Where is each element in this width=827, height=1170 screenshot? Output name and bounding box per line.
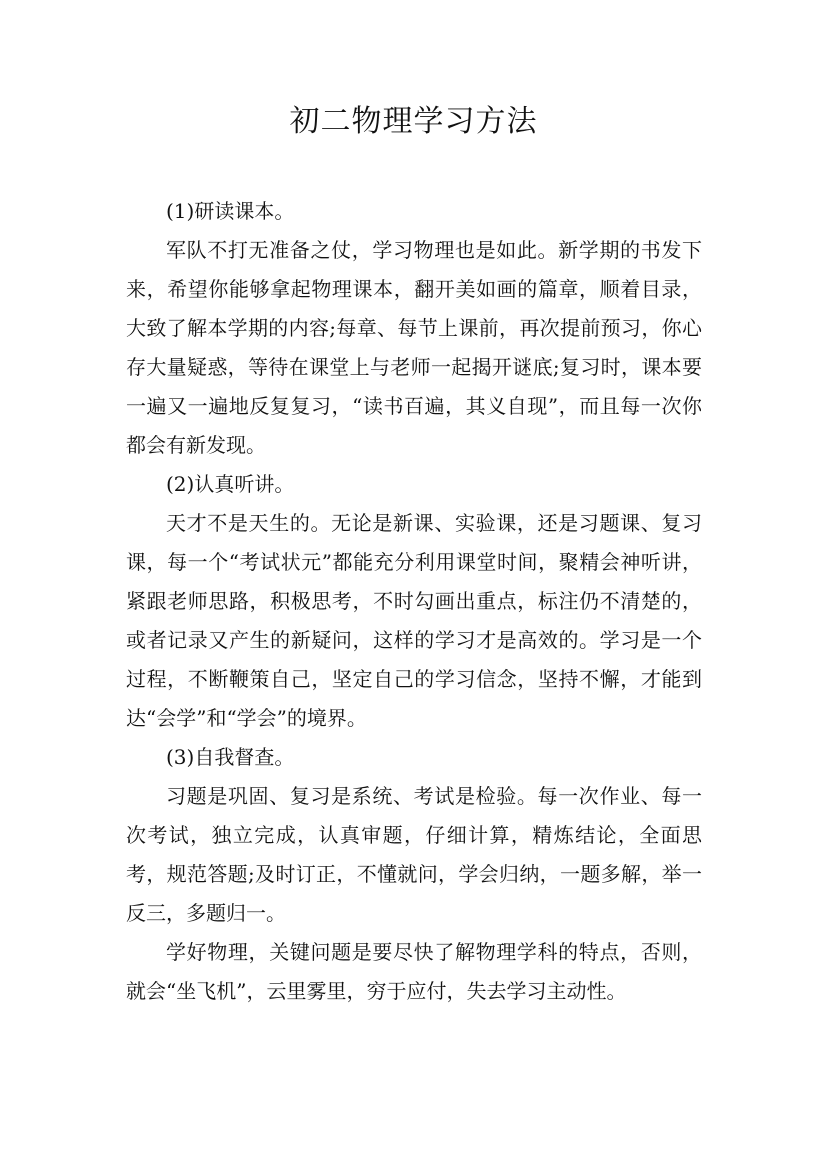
paragraph-study-textbook: 军队不打无准备之仗，学习物理也是如此。新学期的书发下来，希望你能够拿起物理课本，翻开美如画的篇章，顺着目录，大致了解本学期的内容;每章、每节上课前，再次提前预习，你心存大量疑惑，等待在课堂上与老师一起揭开谜底;复习时，课本要一遍又一遍地反复复习，“读书百遍，其义自现”，而且每一次你都会有新发现。: [126, 238, 702, 457]
section-heading-3: (3)自我督查。: [166, 745, 295, 769]
document-body: [126, 192, 702, 1011]
section-heading-2: (2)认真听讲。: [166, 472, 295, 496]
section-heading-1: (1)研读课本。: [166, 199, 295, 223]
paragraph-conclusion: 学好物理，关键问题是要尽快了解物理学科的特点，否则，就会“坐飞机”，云里雾里，穷于应付，失去学习主动性。: [126, 940, 702, 1003]
document-title: 初二物理学习方法: [289, 104, 538, 139]
paragraph-self-check: 习题是巩固、复习是系统、考试是检验。每一次作业、每一次考试，独立完成，认真审题，仔细计算，精炼结论，全面思考，规范答题;及时订正，不懂就问，学会归纳，一题多解，举一反三，多题归一。: [126, 784, 702, 925]
paragraph-listen-carefully: 天才不是天生的。无论是新课、实验课，还是习题课、复习课，每一个“考试状元”都能充分利用课堂时间，聚精会神听讲，紧跟老师思路，积极思考，不时勾画出重点，标注仍不清楚的，或者记录又产生的新疑问，这样的学习才是高效的。学习是一个过程，不断鞭策自己，坚定自己的学习信念，坚持不懈，才能到达“会学”和“学会”的境界。: [126, 511, 702, 730]
